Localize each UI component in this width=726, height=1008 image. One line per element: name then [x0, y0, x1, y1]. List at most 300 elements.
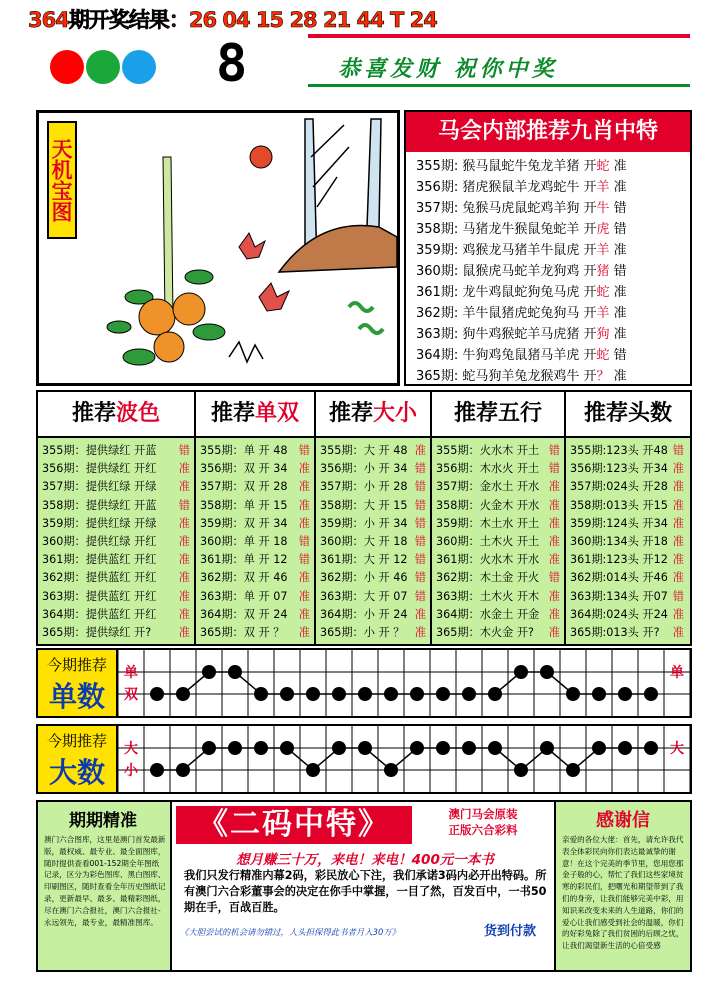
cell-result: 准 [178, 462, 190, 476]
row-zodiac: ？ [596, 369, 610, 384]
cell-result: 准 [548, 626, 560, 639]
row-open: 开 [583, 264, 597, 279]
cell-text: 362期:014头 开46 [570, 571, 668, 585]
table-cell [570, 442, 684, 460]
cell-result: 错 [548, 571, 560, 585]
table-cell [200, 606, 310, 624]
cell-result: 准 [298, 516, 310, 530]
cell-result: 准 [178, 589, 190, 603]
cell-text: 356期：提供绿红 开红 [42, 462, 157, 476]
cell-result: 准 [548, 553, 560, 567]
row-zodiac: 蛇 [596, 159, 610, 174]
prediction-label: 大 [670, 741, 684, 757]
row-period: 355期: [416, 159, 463, 174]
table-cell [436, 515, 560, 533]
big-small-trend-plot [118, 726, 690, 792]
thanks-letter-text: 亲爱的各位大佬：首先，请允许我代表全体彩民向你们表达最诚挚的谢意！在这个完美的季节里，您用您那金子般的心，帮忙了我们这些家境贫寒的彩民们，把曙光和期望带到了我们的身旁，让我们能够完美中彩，用知识来改变未来的人生道路，你们的爱心让我们感受到社会的温暖，你们的好彩兔除了我们贫困的后顾之忧，让我们渴望新生活的心倍受感 [562, 835, 684, 951]
table-cell [570, 460, 684, 478]
cell-result: 准 [672, 498, 684, 512]
row-period: 365期: [416, 369, 463, 384]
row-period: 363期: [416, 327, 463, 342]
table-cell [200, 533, 310, 551]
column-header-highlight: 大小 [373, 401, 418, 426]
trend-dot [254, 687, 268, 701]
chart-pick: 单数 [48, 680, 105, 713]
table-cell [320, 624, 426, 642]
trend-dot [306, 763, 320, 777]
cell-text: 358期：大 开 15 [320, 498, 408, 512]
row-label-top: 单 [124, 665, 138, 681]
cell-result: 准 [298, 498, 310, 512]
table-cell [200, 442, 310, 460]
row-period: 357期: [416, 201, 463, 216]
riddle-illustration [79, 117, 397, 381]
trend-dot [488, 741, 502, 755]
cell-text: 357期：双 开 28 [200, 480, 288, 494]
cell-result: 准 [672, 626, 684, 639]
table-cell [200, 460, 310, 478]
nine-zodiac-row [416, 240, 627, 261]
column-header-highlight: 单双 [255, 401, 300, 426]
archive-intro-text: 澳门六合图库，这里是澳门首发最新版，最权威、最专业、最全面图库，随时提供查看001-152期全年图纸记录，区分为彩色图库、黑白图库、印刷图区，随时查看全年历史图纸记录，更新最早、最多、最精彩图纸，尽在澳门六合报社，澳门六合报社-永远领先，最专业，最精准图库。 [44, 835, 166, 927]
table-cell [42, 606, 190, 624]
row-result: 错 [609, 201, 627, 216]
row-picks: 猪虎猴鼠羊龙鸡蛇牛 [462, 180, 584, 195]
cell-text: 355期：火水木 开土 [436, 444, 540, 457]
row-label-bottom: 小 [124, 763, 138, 779]
cell-text: 362期：木土金 开火 [436, 571, 540, 585]
row-zodiac: 狗 [596, 327, 610, 342]
table-cell [570, 588, 684, 606]
nine-zodiac-row [416, 177, 627, 198]
cell-text: 363期：单 开 07 [200, 589, 288, 603]
row-period: 358期: [416, 222, 463, 237]
row-period: 362期: [416, 306, 463, 321]
trend-dot [540, 741, 554, 755]
cell-text: 361期：火水木 开水 [436, 553, 540, 567]
cell-result: 准 [672, 462, 684, 476]
trend-dot [202, 741, 216, 755]
cell-result: 准 [178, 516, 190, 530]
cell-text: 359期:124头 开34 [570, 516, 668, 530]
big-small-chart-label [38, 726, 118, 792]
issue-number: 8 [216, 34, 248, 94]
table-cell [320, 551, 426, 569]
column-header-bose [38, 392, 196, 436]
cell-result: 准 [672, 571, 684, 585]
column-header-danshuang [196, 392, 316, 436]
cell-result: 错 [672, 589, 684, 603]
row-open: 开 [583, 306, 597, 321]
original-tag [416, 806, 550, 838]
row-open: 开 [583, 180, 597, 195]
cell-text: 358期：火金木 开水 [436, 498, 540, 512]
column-header-prefix: 推荐 [71, 401, 116, 426]
cell-result: 错 [414, 535, 426, 548]
cell-result: 准 [298, 626, 310, 639]
cell-result: 准 [414, 444, 426, 457]
table-cell [570, 606, 684, 624]
table-cell [42, 551, 190, 569]
table-cell [200, 569, 310, 587]
big-small-trend-chart [36, 724, 692, 794]
cell-result: 准 [414, 607, 426, 621]
original-tag-line1: 澳门马会原装 [448, 807, 518, 821]
trend-dot [384, 687, 398, 701]
cell-text: 360期：提供红绿 开红 [42, 535, 157, 548]
cell-result: 错 [298, 444, 310, 457]
row-period: 359期: [416, 243, 463, 258]
cell-text: 364期:024头 开24 [570, 607, 668, 621]
column-header-wuxing [432, 392, 566, 436]
cell-text: 355期：单 开 48 [200, 444, 288, 457]
column-header-prefix: 推荐头数 [583, 401, 672, 426]
cell-text: 361期：大 开 12 [320, 553, 408, 567]
table-cell [42, 624, 190, 642]
cell-text: 359期：木土水 开土 [436, 516, 540, 530]
cell-text: 360期：土木火 开土 [436, 535, 540, 548]
table-cell [436, 606, 560, 624]
row-result: 准 [609, 180, 627, 195]
table-cell [42, 588, 190, 606]
header-rule-top [308, 34, 690, 38]
cell-text: 355期:123头 开48 [570, 444, 668, 457]
cell-result: 错 [414, 480, 426, 494]
wuxing-column [432, 436, 566, 646]
table-cell [320, 533, 426, 551]
cell-text: 359期：提供红绿 开绿 [42, 516, 157, 530]
row-picks: 猴马鼠蛇牛兔龙羊猪 [462, 159, 584, 174]
cell-result: 准 [414, 626, 426, 639]
row-result: 错 [609, 222, 627, 237]
table-cell [42, 442, 190, 460]
greeting-slogan: 恭喜发财 祝你中奖 [338, 57, 558, 82]
cell-text: 364期：小 开 24 [320, 607, 408, 621]
trend-dot [462, 687, 476, 701]
cell-result: 准 [548, 607, 560, 621]
cell-result: 错 [548, 444, 560, 457]
row-picks: 羊牛鼠猪虎蛇兔狗马 [462, 306, 584, 321]
table-cell [42, 569, 190, 587]
cell-text: 361期：提供蓝红 开红 [42, 553, 157, 567]
daxiao-column [316, 436, 432, 646]
cash-on-delivery-label: 货到付款 [483, 924, 536, 939]
column-header-prefix: 推荐 [210, 401, 255, 426]
book-slogan: 想月赚三十万，来电！来电！400元一本书 [236, 852, 494, 868]
trend-dot [462, 741, 476, 755]
cell-text: 361期：单 开 12 [200, 553, 288, 567]
table-cell [570, 497, 684, 515]
row-open: 开 [583, 327, 597, 342]
cell-text: 362期：小 开 46 [320, 571, 408, 585]
table-cell [436, 588, 560, 606]
cell-result: 错 [178, 498, 190, 512]
table-cell [320, 478, 426, 496]
table-cell [436, 497, 560, 515]
trend-dot [514, 665, 528, 679]
nine-zodiac-row [416, 282, 627, 303]
odd-even-trend-plot [118, 650, 690, 716]
column-header-prefix: 推荐五行 [453, 401, 542, 426]
trend-dot [618, 687, 632, 701]
cell-result: 准 [548, 589, 560, 603]
row-result: 错 [609, 348, 627, 363]
row-zodiac: 猪 [596, 264, 610, 279]
table-cell [570, 533, 684, 551]
cell-text: 362期：提供蓝红 开红 [42, 571, 157, 585]
cell-text: 363期:134头 开07 [570, 589, 668, 603]
row-picks: 兔猴马虎鼠蛇鸡羊狗 [462, 201, 584, 216]
row-open: 开 [583, 369, 597, 384]
cell-result: 错 [414, 498, 426, 512]
row-open: 开 [583, 348, 597, 363]
cell-result: 准 [178, 553, 190, 567]
row-period: 364期: [416, 348, 463, 363]
trend-dot [332, 687, 346, 701]
cell-text: 360期：大 开 18 [320, 535, 408, 548]
chart-pick: 大数 [48, 756, 105, 789]
table-cell [320, 569, 426, 587]
row-picks: 牛狗鸡兔鼠猪马羊虎 [462, 348, 584, 363]
trend-dot [540, 665, 554, 679]
row-result: 错 [609, 264, 627, 279]
cell-result: 准 [298, 480, 310, 494]
cell-result: 错 [298, 553, 310, 567]
trend-dot [306, 687, 320, 701]
column-header-highlight: 波色 [116, 401, 161, 426]
cell-result: 准 [672, 480, 684, 494]
odd-even-chart-label [38, 650, 118, 716]
cell-text: 356期:123头 开34 [570, 462, 668, 476]
row-zodiac: 羊 [596, 306, 610, 321]
cell-result: 准 [178, 626, 190, 639]
table-cell [42, 497, 190, 515]
nine-zodiac-row [416, 219, 627, 240]
two-code-banner: 《二码中特》 [176, 806, 412, 844]
row-picks: 龙牛鸡鼠蛇狗兔马虎 [462, 285, 584, 300]
cell-text: 356期：小 开 34 [320, 462, 408, 476]
draw-result-title: 364期开奖结果：26 04 15 28 21 44 T 24 [28, 8, 437, 32]
trend-dot [410, 687, 424, 701]
trend-dot [358, 687, 372, 701]
cell-result: 准 [672, 516, 684, 530]
table-cell [436, 442, 560, 460]
trend-dot [176, 687, 190, 701]
cell-result: 准 [548, 535, 560, 548]
trend-dot [592, 741, 606, 755]
cell-text: 357期:024头 开28 [570, 480, 668, 494]
archive-intro-panel [38, 802, 172, 970]
column-header-daxiao [316, 392, 432, 436]
row-result: 准 [609, 306, 627, 321]
table-cell [320, 497, 426, 515]
row-picks: 狗牛鸡猴蛇羊马虎猪 [462, 327, 584, 342]
nine-zodiac-row [416, 156, 627, 177]
row-result: 准 [609, 369, 627, 384]
cell-text: 357期：提供红绿 开绿 [42, 480, 157, 494]
riddle-picture-panel [36, 110, 400, 386]
cell-result: 错 [414, 553, 426, 567]
trend-dot [384, 763, 398, 777]
thanks-letter-title: 感谢信 [596, 810, 650, 831]
table-cell [320, 606, 426, 624]
cell-text: 365期：提供绿红 开? [42, 626, 152, 639]
cell-result: 准 [178, 480, 190, 494]
toushu-column [566, 436, 690, 646]
nine-zodiac-row [416, 261, 627, 282]
cell-result: 错 [414, 589, 426, 603]
table-cell [570, 515, 684, 533]
cell-text: 365期：木火金 开? [436, 626, 534, 639]
table-cell [436, 624, 560, 642]
trend-dot [254, 741, 268, 755]
cell-text: 360期:134头 开18 [570, 535, 668, 548]
table-cell [200, 624, 310, 642]
cell-result: 准 [672, 553, 684, 567]
cell-text: 355期：提供绿红 开蓝 [42, 444, 157, 457]
cell-result: 准 [178, 535, 190, 548]
row-result: 准 [609, 285, 627, 300]
table-cell [320, 588, 426, 606]
cell-text: 362期：双 开 46 [200, 571, 288, 585]
table-cell [436, 478, 560, 496]
cell-text: 356期：双 开 34 [200, 462, 288, 476]
cell-text: 365期:013头 开? [570, 626, 660, 639]
trend-dot [410, 741, 424, 755]
row-result: 准 [609, 159, 627, 174]
cell-result: 准 [672, 607, 684, 621]
cell-text: 364期：双 开 24 [200, 607, 288, 621]
table-cell [200, 588, 310, 606]
trend-dot [150, 687, 164, 701]
recommendation-table [36, 390, 692, 646]
row-label-bottom: 双 [124, 687, 138, 703]
cell-text: 363期：大 开 07 [320, 589, 408, 603]
column-header-toushu [566, 392, 690, 436]
row-open: 开 [583, 159, 597, 174]
cell-result: 错 [178, 444, 190, 457]
nine-zodiac-panel [404, 110, 692, 386]
row-label-top: 大 [124, 741, 138, 757]
bose-column [38, 436, 196, 646]
cell-result: 准 [178, 571, 190, 585]
cell-text: 361期:123头 开12 [570, 553, 668, 567]
blue-ball-icon [122, 50, 156, 84]
table-cell [570, 569, 684, 587]
row-open: 开 [583, 201, 597, 216]
row-open: 开 [583, 285, 597, 300]
danshuang-column [196, 436, 316, 646]
cell-result: 准 [298, 462, 310, 476]
cell-result: 错 [672, 444, 684, 457]
nine-zodiac-row [416, 324, 627, 345]
bottom-ad-section [36, 800, 692, 972]
trend-dot [280, 741, 294, 755]
table-cell [320, 515, 426, 533]
trend-dot [176, 763, 190, 777]
row-result: 准 [609, 327, 627, 342]
cell-result: 准 [548, 516, 560, 530]
cell-text: 363期：提供蓝红 开红 [42, 589, 157, 603]
row-open: 开 [583, 243, 597, 258]
table-cell [436, 533, 560, 551]
table-cell [320, 442, 426, 460]
trend-dot [228, 665, 242, 679]
cell-result: 错 [548, 462, 560, 476]
trend-dot [358, 741, 372, 755]
cell-text: 356期：木水火 开土 [436, 462, 540, 476]
book-footnote: 《大胆尝试的机会请勿错过，人头担保得此书者月入30万》 [180, 927, 401, 937]
table-cell [200, 497, 310, 515]
row-picks: 蛇马狗羊兔龙猴鸡牛 [462, 369, 584, 384]
cell-text: 355期：大 开 48 [320, 444, 408, 457]
cell-result: 准 [298, 571, 310, 585]
table-cell [42, 478, 190, 496]
picture-title: 天机宝图 [47, 121, 77, 239]
trend-dot [566, 687, 580, 701]
trend-dot [436, 741, 450, 755]
cell-text: 365期：小 开 ？ [320, 626, 405, 639]
header-rule-bottom [308, 84, 690, 87]
cell-result: 准 [548, 498, 560, 512]
green-ball-icon [86, 50, 120, 84]
table-cell [570, 624, 684, 642]
cell-result: 准 [298, 589, 310, 603]
thanks-letter-panel [554, 802, 690, 970]
cell-text: 364期：提供蓝红 开红 [42, 607, 157, 621]
cell-text: 358期：提供绿红 开蓝 [42, 498, 157, 512]
table-cell [570, 478, 684, 496]
cell-text: 364期：水金土 开金 [436, 607, 540, 621]
trend-dot [644, 687, 658, 701]
cell-result: 错 [414, 462, 426, 476]
table-cell [436, 569, 560, 587]
table-cell [42, 533, 190, 551]
trend-dot [280, 687, 294, 701]
book-description: 我们只发行精准内幕2码，彩民放心下注，我们承诺3码内必开出特码。所有澳门六合彩董事会的决定在你手中掌握，一目了然，百发百中，一书50期在手，百战百胜。 [184, 869, 547, 914]
row-picks: 鼠猴虎马蛇羊龙狗鸡 [462, 264, 584, 279]
nine-zodiac-row [416, 198, 627, 219]
nine-zodiac-row [416, 366, 627, 387]
trend-dot [332, 741, 346, 755]
row-zodiac: 羊 [596, 180, 610, 195]
table-cell [200, 478, 310, 496]
table-cell [200, 551, 310, 569]
table-cell [436, 460, 560, 478]
cell-result: 准 [548, 480, 560, 494]
row-picks: 马猪龙牛猴鼠兔蛇羊 [462, 222, 584, 237]
column-header-prefix: 推荐 [328, 401, 373, 426]
nine-zodiac-row [416, 303, 627, 324]
trend-dot [228, 741, 242, 755]
trend-dot [202, 665, 216, 679]
cell-result: 准 [672, 535, 684, 548]
trend-dot [150, 763, 164, 777]
trend-dot [436, 687, 450, 701]
table-cell [436, 551, 560, 569]
cell-result: 准 [178, 607, 190, 621]
table-cell [42, 515, 190, 533]
row-zodiac: 蛇 [596, 348, 610, 363]
cell-text: 357期：小 开 28 [320, 480, 408, 494]
row-result: 准 [609, 243, 627, 258]
cell-text: 358期:013头 开15 [570, 498, 668, 512]
prediction-label: 单 [670, 665, 684, 681]
row-period: 356期: [416, 180, 463, 195]
cell-text: 365期：双 开 ？ [200, 626, 285, 639]
row-zodiac: 蛇 [596, 285, 610, 300]
cell-text: 357期：金水土 开水 [436, 480, 540, 494]
